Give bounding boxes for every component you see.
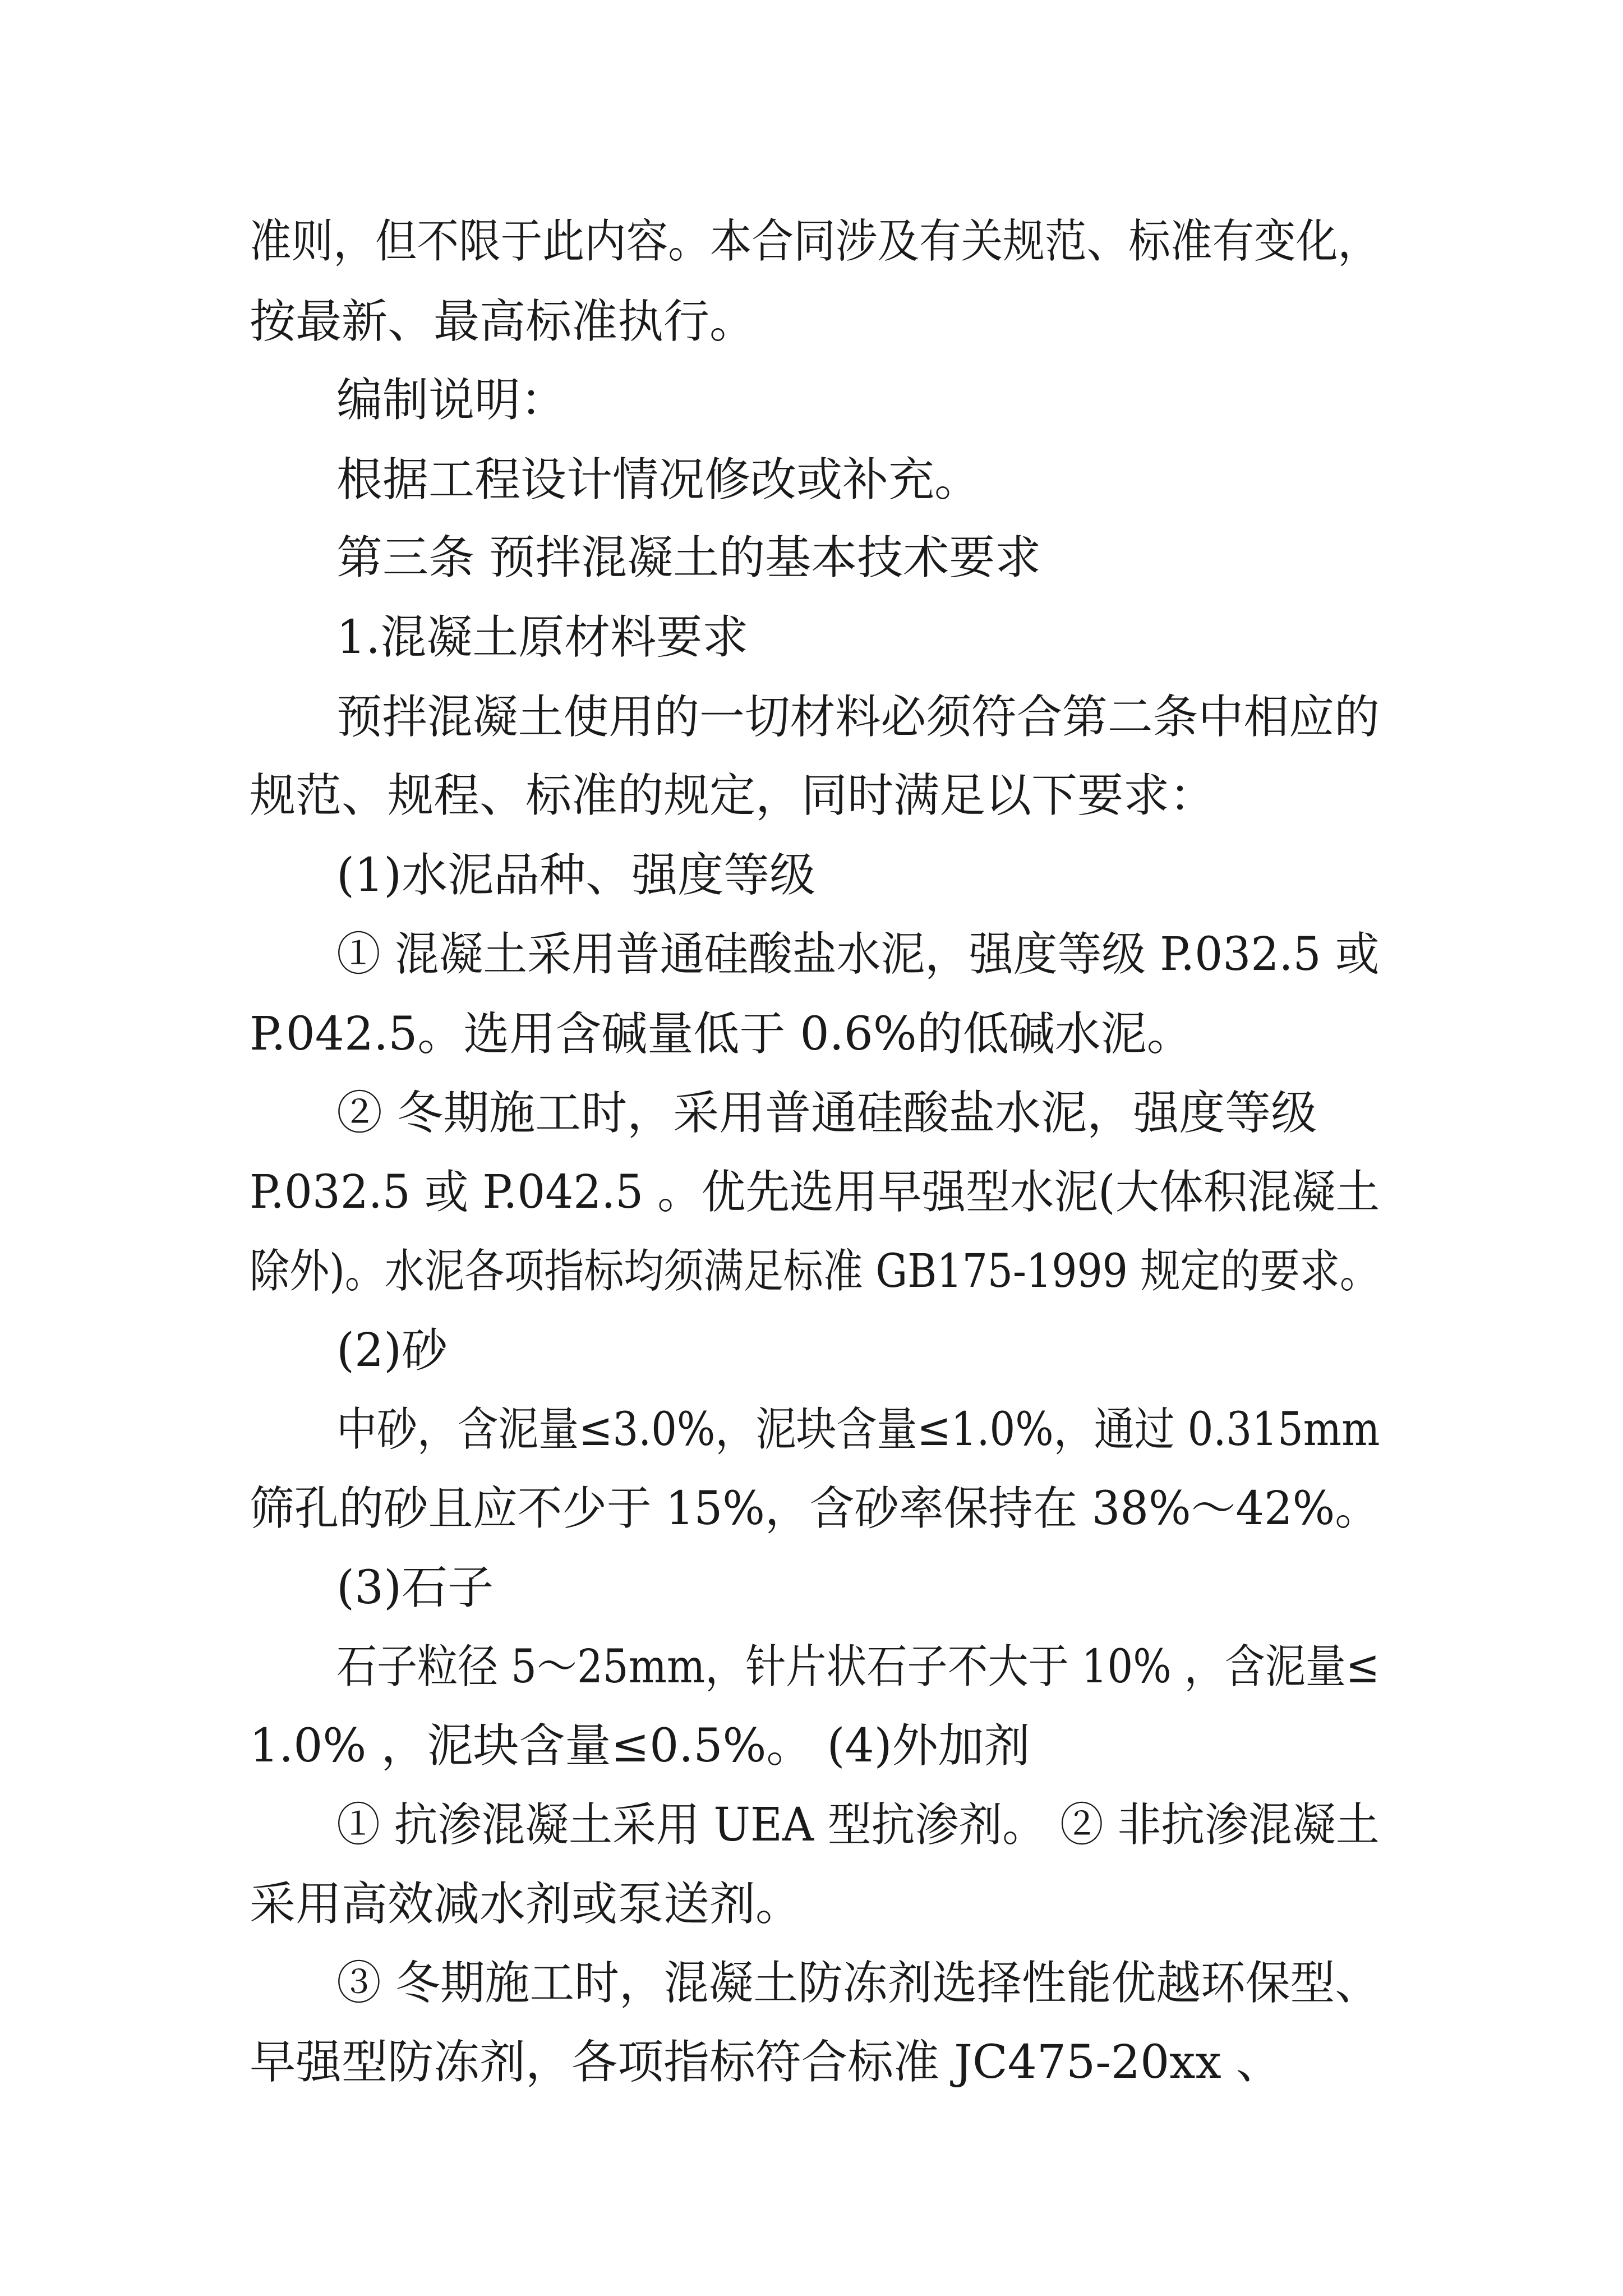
paragraph-line: 规范、规程、标准的规定，同时满足以下要求： <box>250 769 1216 822</box>
paragraph-line: 石子粒径 5～25mm，针片状石子不大于 10% ，含泥量≤ <box>336 1640 1380 1694</box>
paragraph-line: P.042.5。选用含碱量低于 0.6%的低碱水泥。 <box>250 1007 1193 1061</box>
paragraph-line: ② 冬期施工时，采用普通硅酸盐水泥，强度等级 <box>336 1087 1317 1140</box>
subsection-heading: 1.混凝土原材料要求 <box>336 611 749 664</box>
paragraph-line: 预拌混凝土使用的一切材料必须符合第二条中相应的 <box>336 691 1380 744</box>
paragraph-line: ① 混凝土采用普通硅酸盐水泥，强度等级 P.032.5 或 <box>336 928 1380 981</box>
paragraph-line: 按最新、最高标准执行。 <box>250 295 756 348</box>
paragraph-line: 筛孔的砂且应不少于 15%，含砂率保持在 38%～42%。 <box>250 1482 1380 1535</box>
paragraph-line: P.032.5 或 P.042.5 。优先选用早强型水泥(大体积混凝土 <box>250 1166 1380 1219</box>
paragraph-line: ③ 冬期施工时，混凝土防冻剂选择性能优越环保型、 <box>336 1957 1380 2010</box>
subsection-heading: (1)水泥品种、强度等级 <box>336 849 816 902</box>
paragraph-line: 采用高效减水剂或泵送剂。 <box>250 1878 802 1931</box>
paragraph-line: 根据工程设计情况修改或补充。 <box>336 453 981 507</box>
paragraph-line: 1.0% ，泥块含量≤0.5%。 (4)外加剂 <box>250 1719 1030 1773</box>
paragraph-line: 早强型防冻剂，各项指标符合标准 JC475-20xx 、 <box>250 2036 1282 2089</box>
section-heading: 第三条 预拌混凝土的基本技术要求 <box>336 531 1041 585</box>
section-label: 编制说明： <box>336 374 567 427</box>
paragraph-line: 准则，但不限于此内容。本合同涉及有关规范、标准有变化， <box>250 215 1380 268</box>
paragraph-line: ① 抗渗混凝土采用 UEA 型抗渗剂。 ② 非抗渗混凝土 <box>336 1798 1380 1852</box>
paragraph-line: 中砂，含泥量≤3.0%，泥块含量≤1.0%，通过 0.315mm <box>336 1403 1380 1456</box>
paragraph-line: 除外)。水泥各项指标均须满足标准 GB175-1999 规定的要求。 <box>250 1245 1380 1298</box>
subsection-heading: (3)石子 <box>336 1561 494 1614</box>
subsection-heading: (2)砂 <box>336 1324 448 1377</box>
